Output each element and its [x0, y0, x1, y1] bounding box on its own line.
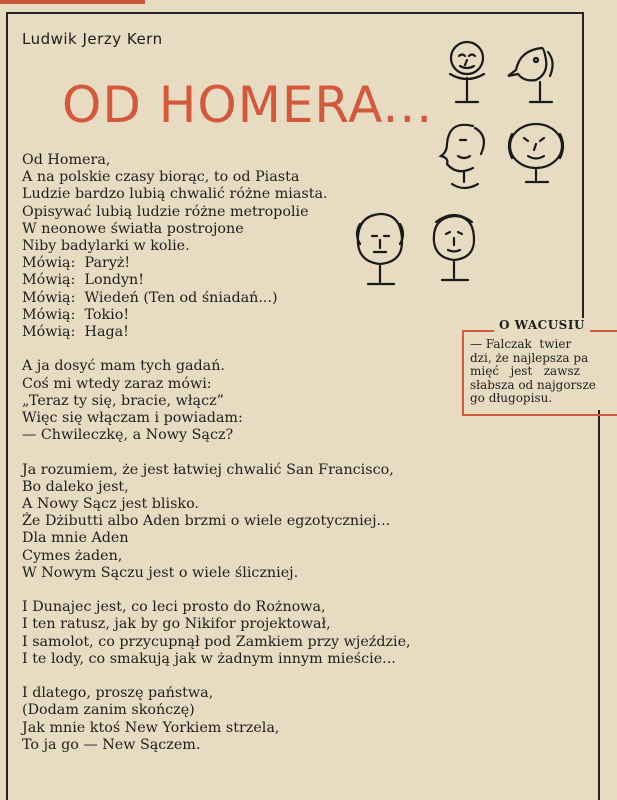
poem-line: I ten ratusz, jak by go Nikifor projektował, — [22, 616, 331, 633]
stanza-gap — [22, 444, 411, 461]
poem-line: Coś mi wtedy zaraz mówi: — [22, 375, 212, 392]
poem-line: Jak mnie ktoś New Yorkiem strzela, — [22, 719, 280, 736]
sidebar-line: — Falczak twier — [470, 338, 572, 351]
poem-line: A na polskie czasy biorąc, to od Piasta — [22, 169, 300, 186]
face-illustration — [357, 214, 403, 284]
poem-line: Niby badylarki w kolie. — [22, 238, 190, 255]
stanza-gap — [22, 341, 411, 358]
poem-line: Ludzie bardzo lubią chwalić różne miasta. — [22, 186, 328, 203]
poem-line: Mówią: Wiedeń (Ten od śniadań...) — [22, 289, 278, 306]
poem-line: I Dunajec jest, co leci prosto do Rożnowa, — [22, 599, 326, 616]
caricature-faces-illustration — [340, 38, 590, 298]
poem-line: (Dodam zanim skończę) — [22, 702, 195, 719]
poem-line: Cymes żaden, — [22, 547, 123, 564]
face-illustration — [441, 125, 484, 188]
poem-line: A Nowy Sącz jest blisko. — [22, 496, 199, 513]
poem-line: W Nowym Sączu jest o wiele śliczniej. — [22, 564, 299, 581]
sidebar-line: dzi, że najlepsza pa — [470, 351, 589, 365]
poem-line: Mówią: Londyn! — [22, 272, 144, 289]
stanza-gap — [22, 668, 411, 685]
poem-line: A ja dosyć mam tych gadań. — [22, 358, 225, 375]
poem-line: Dla mnie Aden — [22, 530, 129, 547]
poem-line: Opisywać lubią ludzie różne metropolie — [22, 203, 309, 220]
poem-line: W neonowe światła postrojone — [22, 220, 244, 237]
poem-line: I samolot, co przycupnął pod Zamkiem przy wjeździe, — [22, 633, 411, 650]
poem-line: To ja go — New Sączem. — [22, 736, 201, 753]
poem-title: OD HOMERA... — [62, 76, 434, 134]
frame-top-rule — [6, 12, 584, 14]
face-illustration — [509, 124, 563, 182]
sidebar-line: mięć jest zawsz — [470, 365, 580, 378]
poem-line: Mówią: Haga! — [22, 324, 129, 341]
stanza — [22, 462, 411, 582]
face-illustration — [508, 48, 553, 102]
face-illustration — [434, 215, 474, 280]
poem-line: — Chwileczkę, a Nowy Sącz? — [22, 427, 234, 444]
sidebar-line: go długopisu. — [470, 392, 553, 405]
stanza — [22, 685, 411, 754]
frame-left-rule — [6, 12, 8, 800]
sidebar-title: O WACUSIU — [494, 318, 590, 332]
sidebar-line: słabsza od najgorsze — [470, 378, 596, 392]
poem-line: I te lody, co smakują jak w żadnym innym mieście... — [22, 650, 396, 667]
sidebar-text — [470, 338, 617, 406]
poem-line: Od Homera, — [22, 152, 111, 168]
poem-line: Że Dżibutti albo Aden brzmi o wiele egzotyczniej... — [22, 513, 391, 530]
stanza — [22, 358, 411, 444]
poem-line: Więc się włączam i powiadam: — [22, 410, 243, 427]
poem-line: Mówią: Tokio! — [22, 306, 130, 323]
top-red-bar — [0, 0, 145, 4]
author-name: Ludwik Jerzy Kern — [22, 30, 163, 48]
frame-right-rule-lower — [598, 410, 600, 800]
face-illustration — [450, 42, 484, 102]
stanza-gap — [22, 582, 411, 599]
poem-line: Bo daleko jest, — [22, 478, 129, 495]
poem-line: Ja rozumiem, że jest łatwiej chwalić San Francisco, — [22, 461, 394, 478]
poem-line: I dlatego, proszę państwa, — [22, 685, 214, 702]
poem-line: „Teraz ty się, bracie, włącz” — [22, 392, 224, 409]
stanza — [22, 599, 411, 668]
poem-line: Mówią: Paryż! — [22, 255, 131, 272]
